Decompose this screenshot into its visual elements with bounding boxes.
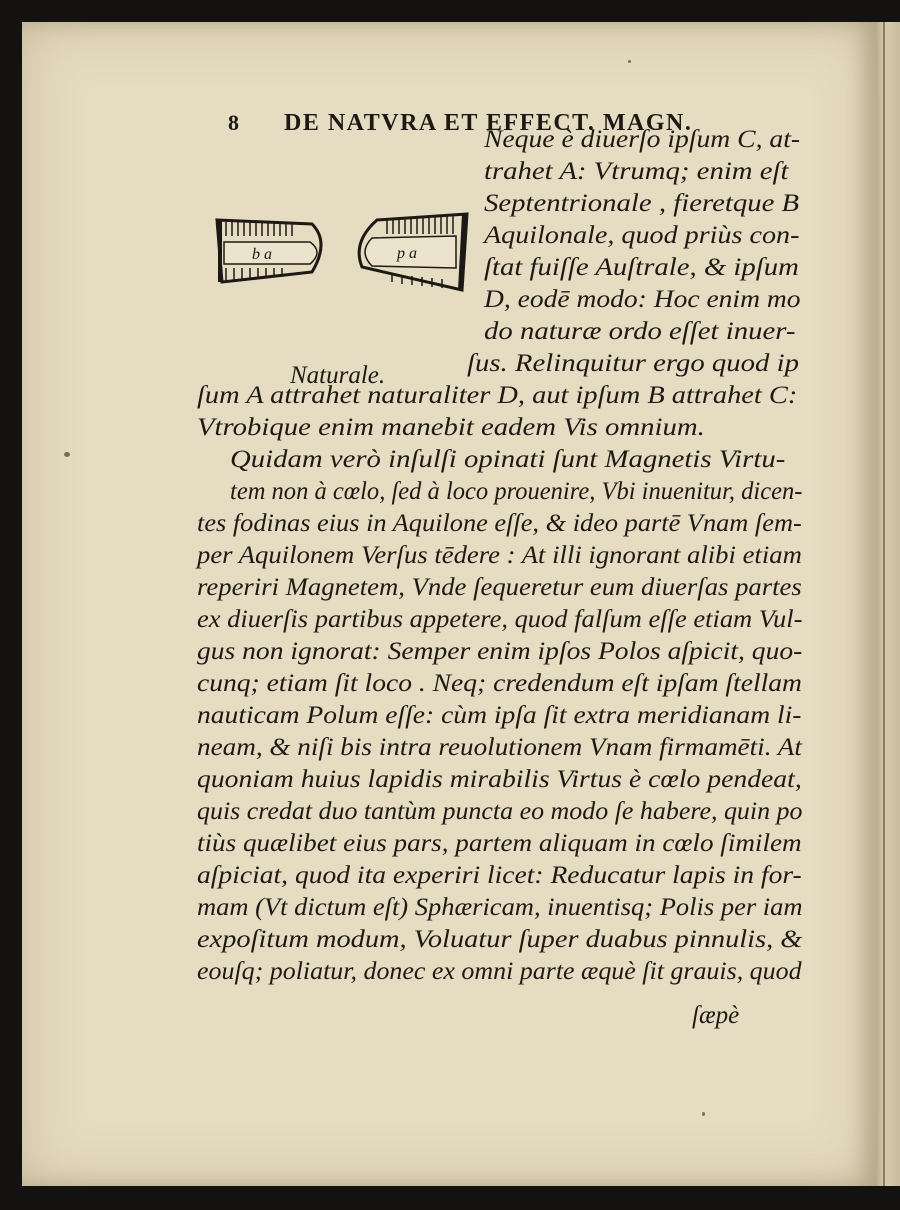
ink-speck (628, 60, 631, 63)
right-lodestone-woodcut (359, 214, 467, 290)
text-line: ſum A attrahet naturaliter D, aut ipſum B attrahet C: (197, 382, 798, 409)
text-line: cunq; etiam ſit loco . Neq; credendum eſt ipſam ſtellam (197, 670, 802, 697)
page-gutter (876, 22, 900, 1186)
running-title: DE NATVRA ET EFFECT. MAGN. (284, 110, 693, 136)
text-line: quis credat duo tantùm puncta eo modo ſe habere, quin po (197, 798, 803, 825)
text-line: tem non à cœlo, ſed à loco prouenire, Vbi inuenitur, dicen- (230, 478, 803, 505)
text-line: ſus. Relinquitur ergo quod ip (467, 350, 799, 377)
gutter-edge (883, 22, 885, 1186)
text-line: trahet A: Vtrumq; enim eſt (484, 158, 789, 185)
text-line: gus non ignorat: Semper enim ipſos Polos aſpicit, quo- (197, 638, 803, 665)
text-line: tiùs quælibet eius pars, partem aliquam in cœlo ſimilem (197, 830, 802, 857)
text-line: aſpiciat, quod ita experiri licet: Reducatur lapis in for- (197, 862, 802, 889)
catchword: ſæpè (692, 1002, 740, 1029)
text-line: neam, & niſi bis intra reuolutionem Vnam firmamēti. At (197, 734, 802, 761)
text-line: Vtrobique enim manebit eadem Vis omnium. (197, 414, 705, 441)
paper-page (22, 22, 876, 1186)
page-number: 8 (228, 110, 239, 135)
marginal-label: Naturale. (290, 362, 386, 389)
text-line: per Aquilonem Verſus tēdere : At illi ignorant alibi etiam (197, 542, 802, 569)
text-line: eouſq; poliatur, donec ex omni parte æquè ſit grauis, quod (197, 958, 802, 985)
text-line: expoſitum modum, Voluatur ſuper duabus pinnulis, & (197, 926, 803, 953)
ink-speck (702, 1112, 705, 1116)
left-lodestone-woodcut (217, 220, 321, 282)
text-line: Quidam verò inſulſi opinati ſunt Magnetis Virtu- (230, 446, 786, 473)
text-line: Septentrionale , fieretque B (484, 190, 800, 217)
text-line: reperiri Magnetem, Vnde ſequeretur eum diuerſas partes (197, 574, 802, 601)
lodestone-figure (212, 202, 472, 302)
right-figure-letters: p a (397, 245, 417, 262)
text-line: D, eodē modo: Hoc enim mo (484, 286, 801, 313)
text-line: Neque è diuerſo ipſum C, at- (484, 126, 801, 153)
text-line: quoniam huius lapidis mirabilis Virtus è cœlo pendeat, (197, 766, 802, 793)
text-line: nauticam Polum eſſe: cùm ipſa ſit extra meridianam li- (197, 702, 802, 729)
text-line: do naturæ ordo eſſet inuer- (484, 318, 796, 345)
ink-speck (64, 452, 70, 457)
text-line: ſtat fuiſſe Auſtrale, & ipſum (484, 254, 799, 281)
text-line: Aquilonale, quod priùs con- (484, 222, 800, 249)
text-line: tes fodinas eius in Aquilone eſſe, & ideo partē Vnam ſem- (197, 510, 802, 537)
text-line: mam (Vt dictum eſt) Sphæricam, inuentisq; Polis per iam (197, 894, 803, 921)
text-line: ex diuerſis partibus appetere, quod falſum eſſe etiam Vul- (197, 606, 803, 633)
left-figure-letters: b a (252, 246, 272, 263)
